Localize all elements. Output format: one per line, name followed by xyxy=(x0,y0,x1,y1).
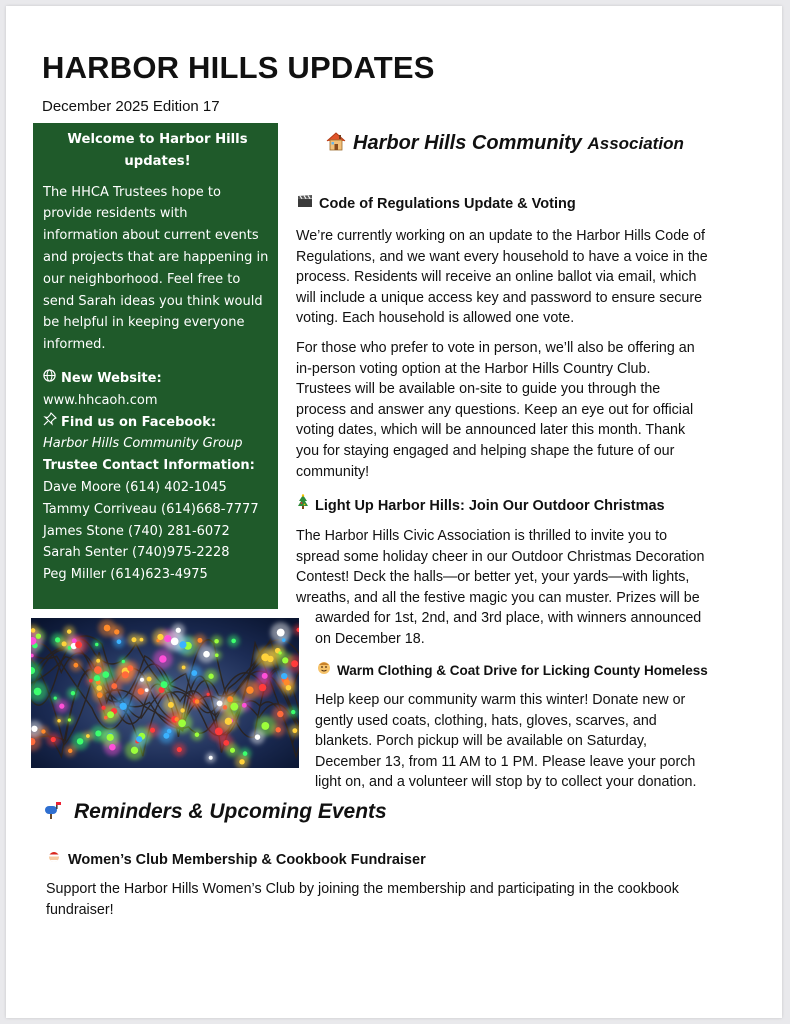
christmas-heading-text: Light Up Harbor Hills: Join Our Outdoor Christmas xyxy=(315,498,665,514)
page-title: HARBOR HILLS UPDATES xyxy=(42,50,435,85)
paragraph-line: light on, and a volunteer will stop by to collect your donation. xyxy=(315,774,697,791)
sidebar-intro xyxy=(43,182,272,356)
paragraph-line: process. Residents will receive an online ballot via email, which xyxy=(296,269,697,286)
light-bulb xyxy=(96,685,102,691)
light-bulb xyxy=(178,719,186,727)
facebook-label-row xyxy=(43,412,272,434)
christmas-lights-photo xyxy=(31,618,299,768)
light-bulb xyxy=(157,634,163,640)
paragraph-line: awarded for 1st, 2nd, and 3rd place, with winners announced xyxy=(315,610,702,626)
light-bulb xyxy=(167,729,172,734)
light-bulb xyxy=(147,677,152,682)
paragraph-line: community! xyxy=(296,463,370,480)
trustee-contact: Peg Miller (614)623-4975 xyxy=(43,567,208,583)
light-bulb xyxy=(145,688,149,692)
light-bulb xyxy=(111,683,117,689)
globe-icon xyxy=(43,368,61,390)
paragraph-line: voting dates, which will be announced later this month. Thank xyxy=(296,422,686,439)
light-bulb xyxy=(179,641,186,648)
light-bulb xyxy=(215,727,223,735)
light-bulb xyxy=(150,728,155,733)
light-bulb xyxy=(239,759,244,764)
sidebar-heading-line: updates! xyxy=(124,153,191,169)
light-bulb xyxy=(54,697,57,700)
welcome-sidebar xyxy=(33,123,278,609)
pushpin-icon xyxy=(43,412,61,434)
light-bulb xyxy=(195,699,200,704)
light-bulb xyxy=(138,688,145,695)
light-bulb xyxy=(261,722,269,730)
light-bulb xyxy=(230,703,238,711)
child-icon xyxy=(317,661,333,678)
light-bulb xyxy=(104,716,108,720)
paragraph-line: fundraiser! xyxy=(46,901,114,918)
light-bulb xyxy=(223,705,228,710)
clothing-paragraph xyxy=(315,690,696,793)
paragraph-line: gently used coats, clothing, hats, gloves, scarves, and xyxy=(315,712,657,729)
paragraph-line: Support the Harbor Hills Women’s Club by joining the membership and participating in the cookbook xyxy=(46,881,679,897)
sidebar-intro-line: provide residents with xyxy=(43,206,188,222)
trustee-contact: James Stone (740) 281-6072 xyxy=(43,523,230,539)
light-bulb xyxy=(207,693,210,696)
christmas-heading xyxy=(297,494,665,514)
light-bulb xyxy=(101,706,105,710)
light-bulb xyxy=(127,665,133,671)
paragraph-line: December 13, from 11 AM to 1 PM. Please leave your porch xyxy=(315,753,696,770)
light-bulb xyxy=(259,684,266,691)
light-bulb xyxy=(217,700,223,706)
light-bulb xyxy=(197,638,202,643)
website-label-row xyxy=(43,368,272,390)
sidebar-heading-line: Welcome to Harbor Hills xyxy=(67,132,248,147)
light-bulb xyxy=(161,681,168,688)
light-bulb xyxy=(73,663,78,668)
association-title-main: Harbor Hills Community xyxy=(353,132,582,154)
womens-club-heading-text: Women’s Club Membership & Cookbook Fundraiser xyxy=(68,852,426,868)
paragraph-line: will include a unique access key and password to ensure secure xyxy=(296,289,703,306)
light-bulb xyxy=(140,678,144,682)
regulations-paragraph-2 xyxy=(296,338,695,482)
house-icon xyxy=(325,131,347,157)
reminders-heading-text: Reminders & Upcoming Events xyxy=(74,800,387,823)
clapperboard-icon xyxy=(297,194,315,212)
light-bulb xyxy=(225,718,232,725)
light-bulb xyxy=(191,670,197,676)
light-bulb xyxy=(215,653,219,657)
facebook-label: Find us on Facebook: xyxy=(61,414,217,430)
website-label: New Website: xyxy=(61,370,162,386)
light-bulb xyxy=(94,675,100,681)
light-bulb xyxy=(94,666,102,674)
light-bulb xyxy=(175,717,179,721)
light-bulb xyxy=(131,637,136,642)
light-bulb xyxy=(97,692,103,698)
light-bulb xyxy=(131,747,138,754)
paragraph-line: spread some holiday cheer in our Outdoor Christmas Decoration xyxy=(296,548,705,565)
regulations-heading xyxy=(297,194,576,212)
paragraph-line: voting. Each household is allowed one vote. xyxy=(296,310,575,327)
light-bulb xyxy=(31,726,37,732)
light-bulb xyxy=(177,747,182,752)
light-bulb xyxy=(104,625,111,632)
light-bulb xyxy=(286,685,291,690)
light-bulb xyxy=(182,665,186,669)
light-bulb xyxy=(282,638,286,642)
paragraph-line: in-person voting option at the Harbor Hills Country Club. xyxy=(296,360,651,377)
light-bulb xyxy=(159,655,166,662)
light-bulb xyxy=(164,635,171,642)
light-bulb xyxy=(227,696,233,702)
trustee-contact: Sarah Senter (740)975-2228 xyxy=(43,545,230,561)
light-bulb xyxy=(34,688,42,696)
light-bulb xyxy=(230,748,235,753)
light-bulb xyxy=(71,691,75,695)
paragraph-line: blankets. Porch pickup will be available on Saturday, xyxy=(315,733,647,750)
clothing-heading-text: Warm Clothing & Coat Drive for Licking County Homeless xyxy=(337,663,708,678)
light-bulb xyxy=(68,718,71,721)
light-bulb xyxy=(208,674,213,679)
light-bulb xyxy=(214,639,219,644)
regulations-paragraph-1 xyxy=(296,226,708,329)
light-bulb xyxy=(291,710,295,714)
light-bulb xyxy=(209,756,213,760)
paragraph-line: For those who prefer to vote in person, we’ll also be offering an xyxy=(296,340,695,356)
sidebar-intro-line: information about current events xyxy=(43,228,259,244)
paragraph-line: process and answer any questions. Keep an eye out for official xyxy=(296,401,694,418)
light-bulb xyxy=(41,729,45,733)
light-bulb xyxy=(107,734,114,741)
light-bulb xyxy=(277,711,283,717)
mrs-claus-icon xyxy=(46,848,64,868)
light-bulb xyxy=(291,660,298,667)
light-bulb xyxy=(72,638,77,643)
light-bulb xyxy=(36,633,41,638)
sidebar-intro-line: informed. xyxy=(43,337,106,353)
womens-club-paragraph xyxy=(46,879,746,920)
light-bulb xyxy=(168,702,174,708)
sidebar-intro-line: our neighborhood. Feel free to xyxy=(43,271,241,287)
light-bulb xyxy=(262,673,268,679)
light-bulb xyxy=(276,727,281,732)
sidebar-intro-line: The HHCA Trustees hope to xyxy=(43,184,221,200)
light-bulb xyxy=(77,738,84,745)
light-bulb xyxy=(96,659,100,663)
light-bulb xyxy=(57,719,61,723)
christmas-paragraph xyxy=(296,526,704,608)
light-bulb xyxy=(281,673,287,679)
christmas-tree-icon xyxy=(297,494,311,514)
light-bulb xyxy=(59,704,64,709)
light-bulb xyxy=(292,728,297,733)
sidebar-heading xyxy=(43,129,272,173)
light-bulb xyxy=(163,733,169,739)
paragraph-line: We’re currently working on an update to the Harbor Hills Code of xyxy=(296,228,705,244)
light-bulb xyxy=(180,708,184,712)
light-bulb xyxy=(223,740,229,746)
light-bulb xyxy=(89,679,93,683)
paragraph-line: wreaths, and all the festive magic you can muster. Prizes will be xyxy=(296,589,700,606)
light-bulb xyxy=(284,679,290,685)
association-title-small: Association xyxy=(587,134,684,153)
light-bulb xyxy=(86,734,90,738)
paragraph-line: you for staying engaged and helping shape the future of our xyxy=(296,442,675,459)
light-bulb xyxy=(62,641,67,646)
paragraph-line: Help keep our community warm this winter! Donate new or xyxy=(315,692,686,708)
light-bulb xyxy=(282,657,288,663)
light-bulb xyxy=(277,629,285,637)
light-bulb xyxy=(51,737,56,742)
light-bulb xyxy=(102,671,109,678)
paragraph-line: Contest! Deck the halls—or better yet, your yards—with lights, xyxy=(296,569,690,586)
light-bulb xyxy=(68,749,72,753)
light-bulb xyxy=(278,651,281,654)
trustee-contact: Dave Moore (614) 402-1045 xyxy=(43,479,227,495)
womens-club-heading xyxy=(46,848,426,868)
light-bulb xyxy=(122,660,125,663)
christmas-paragraph-continued xyxy=(315,608,701,649)
light-bulb xyxy=(95,730,101,736)
association-title xyxy=(325,131,684,157)
edition-label: December 2025 Edition 17 xyxy=(42,98,220,115)
sidebar-intro-line: send Sarah ideas you think would xyxy=(43,293,263,309)
light-bulb xyxy=(120,703,127,710)
light-bulb xyxy=(117,639,122,644)
light-bulb xyxy=(75,641,82,648)
light-bulb xyxy=(231,639,236,644)
paragraph-line: Regulations, and we want every household to have a voice in the xyxy=(296,248,708,265)
facebook-group-link[interactable]: Harbor Hills Community Group xyxy=(43,436,243,452)
light-bulb xyxy=(114,629,119,634)
light-bulb xyxy=(195,732,200,737)
sidebar-intro-line: and projects that are happening in xyxy=(43,249,269,265)
trustee-contact: Tammy Corriveau (614)668-7777 xyxy=(43,501,259,517)
light-bulb xyxy=(109,744,116,751)
light-bulb xyxy=(246,686,253,693)
sidebar-intro-line: be helpful in keeping everyone xyxy=(43,315,245,331)
light-bulb xyxy=(203,651,210,658)
paragraph-line: The Harbor Hills Civic Association is thrilled to invite you to xyxy=(296,528,668,544)
light-bulb xyxy=(171,638,179,646)
reminders-heading xyxy=(42,800,387,826)
light-bulb xyxy=(255,734,260,739)
clothing-heading xyxy=(317,661,708,678)
mailbox-icon xyxy=(42,800,64,826)
light-bulb xyxy=(122,671,129,678)
light-bulb xyxy=(242,703,247,708)
light-bulb xyxy=(176,628,181,633)
light-bulb xyxy=(261,653,269,661)
regulations-heading-text: Code of Regulations Update & Voting xyxy=(319,196,576,212)
light-bulb xyxy=(95,643,98,646)
website-link[interactable]: www.hhcaoh.com xyxy=(43,392,158,408)
light-bulb xyxy=(67,629,72,634)
light-bulb xyxy=(140,638,144,642)
light-bulb xyxy=(136,736,142,742)
light-bulb xyxy=(55,637,60,642)
paragraph-line: Trustees will be available on-site to guide you through the xyxy=(296,381,661,398)
paragraph-line: on December 18. xyxy=(315,630,425,647)
trustee-label: Trustee Contact Information: xyxy=(43,458,255,474)
light-bulb xyxy=(107,711,114,718)
light-bulb xyxy=(243,751,248,756)
